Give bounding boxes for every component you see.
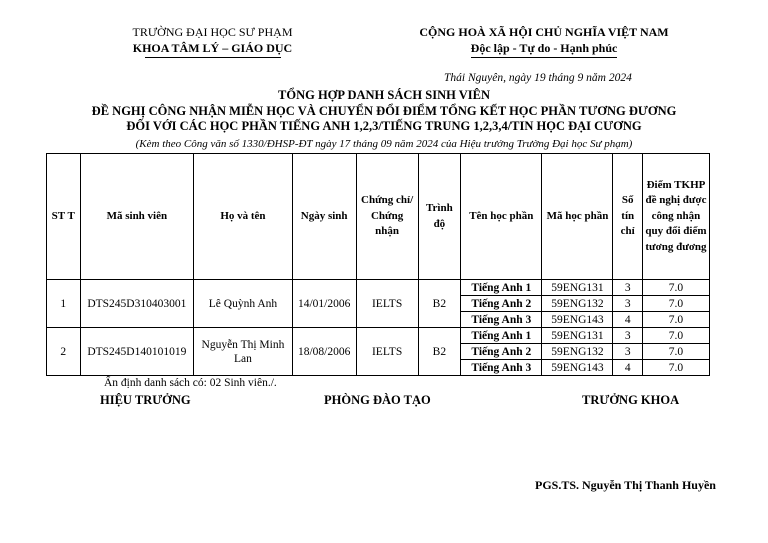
- cell-dob: 18/08/2006: [292, 328, 356, 376]
- cell-course-code: 59ENG131: [542, 328, 613, 344]
- cell-course: Tiếng Anh 3: [461, 312, 542, 328]
- col-header-level: Trình độ: [418, 154, 461, 280]
- cell-score: 7.0: [642, 312, 709, 328]
- cell-credits: 3: [613, 280, 642, 296]
- col-header-course: Tên học phần: [461, 154, 542, 280]
- cell-level: B2: [418, 280, 461, 328]
- cell-course: Tiếng Anh 2: [461, 344, 542, 360]
- title-line-1: TỔNG HỢP DANH SÁCH SINH VIÊN: [278, 88, 490, 102]
- signature-dean: TRƯỞNG KHOA: [582, 393, 680, 407]
- dean-name: PGS.TS. Nguyễn Thị Thanh Huyền: [535, 478, 716, 492]
- cell-credits: 3: [613, 328, 642, 344]
- cell-credits: 3: [613, 296, 642, 312]
- cell-stt: 2: [47, 328, 81, 376]
- title-line-2: ĐỀ NGHỊ CÔNG NHẬN MIỄN HỌC VÀ CHUYỂN ĐỔI ĐIỂM TỔNG KẾT HỌC PHẦN TƯƠNG ĐƯƠNG: [91, 103, 677, 118]
- document-title: [0, 88, 768, 135]
- col-header-name: Họ và tên: [194, 154, 292, 280]
- cell-course-code: 59ENG143: [542, 360, 613, 376]
- title-line-3: ĐỐI VỚI CÁC HỌC PHẦN TIẾNG ANH 1,2,3/TIẾNG TRUNG 1,2,3,4/TIN HỌC ĐẠI CƯƠNG: [126, 119, 642, 133]
- cell-credits: 3: [613, 344, 642, 360]
- col-header-student-id: Mã sinh viên: [80, 154, 194, 280]
- document-date: Thái Nguyên, ngày 19 tháng 9 năm 2024: [444, 72, 632, 84]
- motto-underline: [471, 57, 617, 58]
- signature-training-office: PHÒNG ĐÀO TẠO: [324, 393, 431, 407]
- country-name: CỘNG HOÀ XÃ HỘI CHỦ NGHĨA VIỆT NAM: [419, 25, 669, 39]
- col-header-score: Điểm TKHP đề nghị được công nhận quy đổi điểm tương đương: [642, 154, 709, 280]
- cell-course: Tiếng Anh 2: [461, 296, 542, 312]
- cell-student-id: DTS245D310403001: [80, 280, 194, 328]
- cell-score: 7.0: [642, 344, 709, 360]
- cell-score: 7.0: [642, 280, 709, 296]
- national-header: [415, 24, 673, 58]
- col-header-stt: ST T: [47, 154, 81, 280]
- col-header-dob: Ngày sinh: [292, 154, 356, 280]
- cell-score: 7.0: [642, 328, 709, 344]
- table-row: [47, 328, 710, 344]
- cell-course: Tiếng Anh 1: [461, 328, 542, 344]
- student-table: [46, 153, 710, 376]
- cell-certificate: IELTS: [356, 328, 418, 376]
- table-header-row: [47, 154, 710, 280]
- cell-score: 7.0: [642, 360, 709, 376]
- cell-certificate: IELTS: [356, 280, 418, 328]
- cell-course-code: 59ENG132: [542, 344, 613, 360]
- cell-course: Tiếng Anh 3: [461, 360, 542, 376]
- cell-credits: 4: [613, 360, 642, 376]
- cell-name: Lê Quỳnh Anh: [194, 280, 292, 328]
- university-name: TRƯỜNG ĐẠI HỌC SƯ PHẠM: [132, 25, 293, 39]
- cell-stt: 1: [47, 280, 81, 328]
- cell-name: Nguyễn Thị Minh Lan: [194, 328, 292, 376]
- table-row: [47, 280, 710, 296]
- cell-student-id: DTS245D140101019: [80, 328, 194, 376]
- cell-score: 7.0: [642, 296, 709, 312]
- signature-principal: HIỆU TRƯỞNG: [100, 393, 191, 407]
- col-header-course-code: Mã học phần: [542, 154, 613, 280]
- col-header-certificate: Chứng chỉ/ Chứng nhận: [356, 154, 418, 280]
- col-header-credits: Số tín chỉ: [613, 154, 642, 280]
- cell-dob: 14/01/2006: [292, 280, 356, 328]
- cell-course-code: 59ENG131: [542, 280, 613, 296]
- cell-credits: 4: [613, 312, 642, 328]
- header-underline: [145, 57, 281, 58]
- faculty-name: KHOA TÂM LÝ – GIÁO DỤC: [132, 41, 293, 55]
- cell-course: Tiếng Anh 1: [461, 280, 542, 296]
- list-note: Ấn định danh sách có: 02 Sinh viên./.: [104, 377, 277, 389]
- school-header: [105, 24, 320, 58]
- cell-course-code: 59ENG143: [542, 312, 613, 328]
- national-motto: Độc lập - Tự do - Hạnh phúc: [470, 41, 618, 55]
- cell-level: B2: [418, 328, 461, 376]
- cell-course-code: 59ENG132: [542, 296, 613, 312]
- document-subtitle: (Kèm theo Công văn số 1330/ĐHSP-ĐT ngày 17 tháng 09 năm 2024 của Hiệu trưởng Trường Đại học Sư phạm): [135, 138, 633, 150]
